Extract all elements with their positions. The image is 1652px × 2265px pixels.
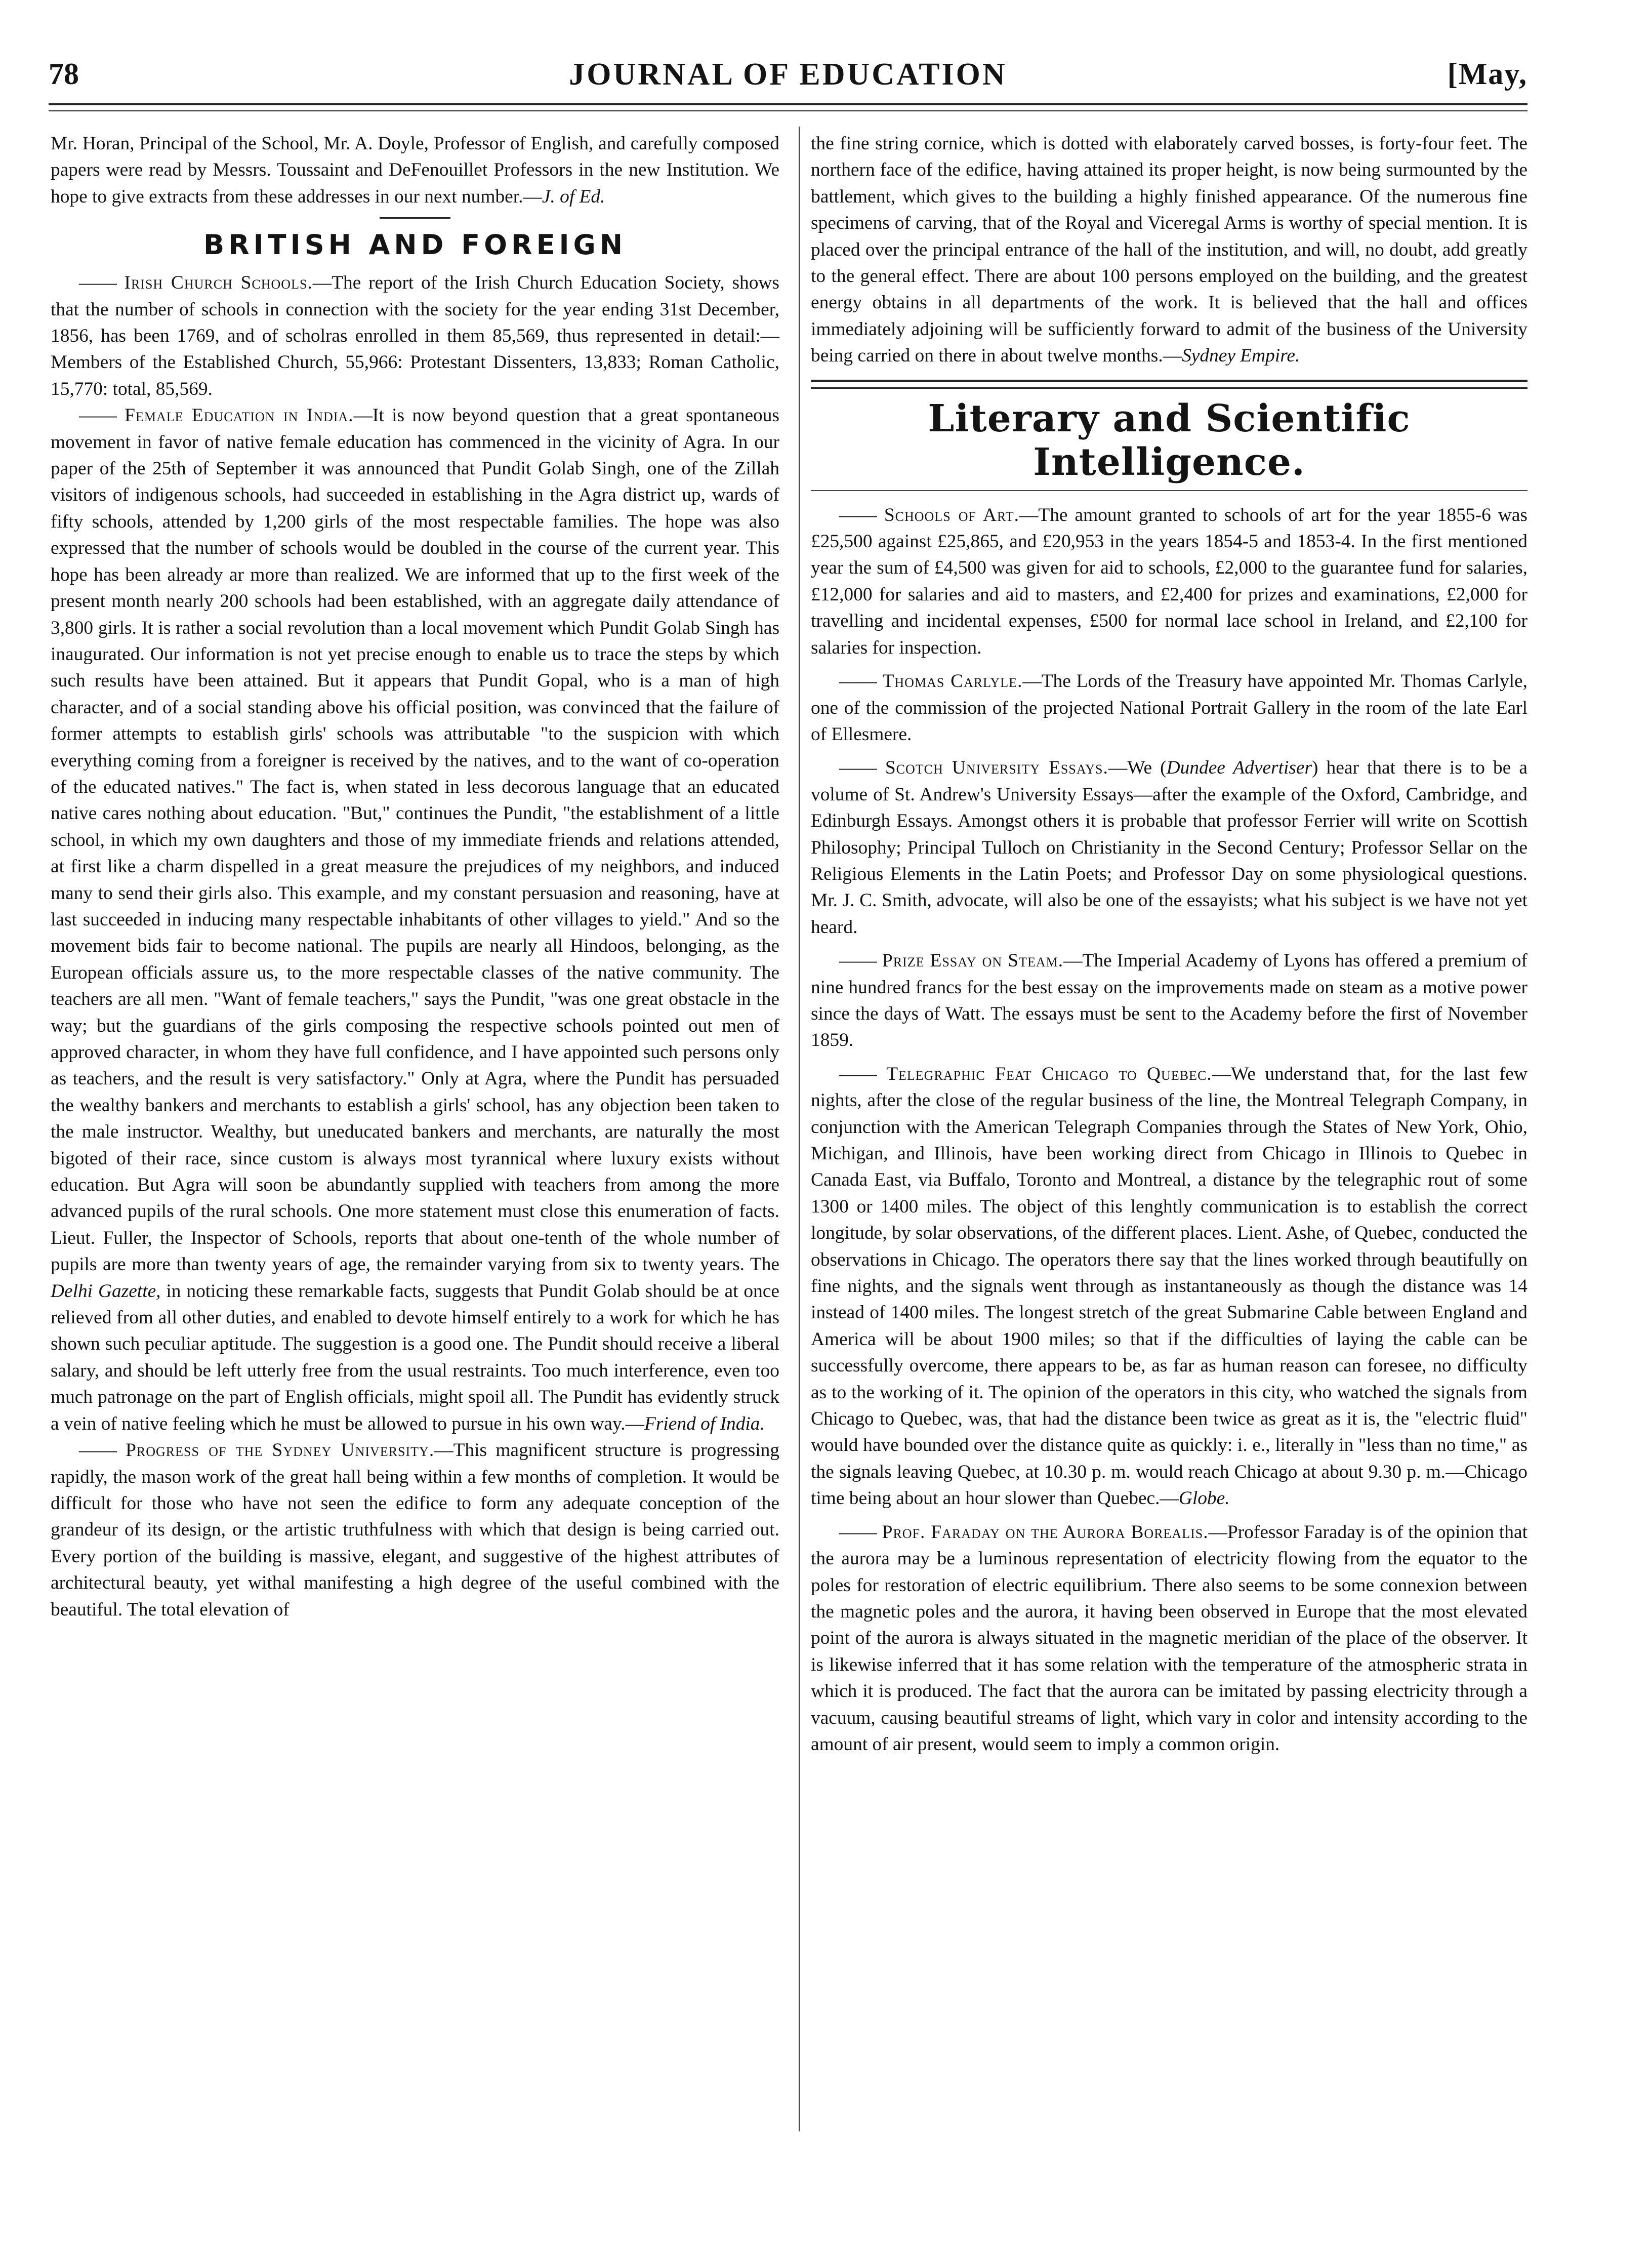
running-header [49, 57, 1527, 102]
article-schools-of-art: —— Schools of Art.—The amount granted to schools of art for the year 1855-6 was £25,500 against £25,865, and £20,953 in the years 1854-5 and 1853-4. In the first mentioned year the sum of £4,500 was given for aid to schools, £2,000 to the guarantee fund for salaries, £12,000 for salaries and aid to masters, and £2,400 for prizes and examinations, £2,000 for travelling and incidental expenses, £500 for normal lace school in Ireland, and £2,100 for salaries for inspection. [811, 504, 1527, 658]
article-title: Prof. Faraday on the Aurora Borealis. [882, 1521, 1209, 1543]
article-title: Female Education in India. [125, 405, 354, 426]
article-sydney-university: —— Progress of the Sydney University.—This magnificent structure is progressing rapidly, the mason work of the great hall being within a few months of completion. It would be difficult for those who have not seen the edifice to form any adequate conception of the grandeur of its design, or the artistic truthfulness with which that design is being carried out. Every portion of the building is massive, elegant, and suggestive of the highest attributes of architectural beauty, yet withal manifesting a high degree of the useful combined with the beautiful. The total elevation of [51, 1440, 779, 1620]
header-month: [May, [1447, 57, 1527, 91]
article-title: Prize Essay on Steam. [882, 950, 1064, 972]
article-prize-essay: —— Prize Essay on Steam.—The Imperial Academy of Lyons has offered a premium of nine hundred francs for the best essay on the improvements made on steam as a motive power since the days of Watt. The essays must be sent to the Academy before the first of November 1859. [811, 950, 1527, 1051]
article-telegraphic-feat: —— Telegraphic Feat Chicago to Quebec.—We understand that, for the last few nights, after the close of the regular business of the line, the Montreal Telegraph Company, in conjunction with the American Telegraph Companies through the States of New York, Ohio, Michigan, and Illinois, have been working direct from Chicago in Illinois to Quebec in Canada East, via Buffalo, Toronto and Montreal, a distance by the telegraphic rout of some 1300 or 1400 miles. The object of this lenghtly communication is to establish the correct longitude, by solar observations, of the different places. Lient. Ashe, of Quebec, conducted the observations in Chicago. The operators there say that the lines worked through beautifully on fine nights, and the signals went through as instantaneously as though the distance was 14 instead of 1400 miles. The longest stretch of the great Submarine Cable between England and America will be about 1900 miles; so that if the difficulties of laying the cable can be successfully overcome, there appears to be, as far as human reason can foresee, no difficulty as to the working of it. The opinion of the operators in this city, who watched the signals from Chicago to Quebec, was, that had the distance been twice as great as it is, the "electric fluid" would have bounded over the distance quite as quickly: i. e., literally in "less than no time," as the signals leaving Quebec, at 10.30 p. m. would reach Chicago at about 9.30 p. m.—Chicago time being about an hour slower than Quebec.—Globe. [811, 1063, 1527, 1509]
section-heading-literary-scientific: Literary and Scientific Intelligence. [928, 396, 1411, 484]
article-female-education: —— Female Education in India.—It is now beyond question that a great spontaneous movement in favor of native female education has commenced in the vicinity of Agra. In our paper of the 25th of September it was announced that Pundit Golab Singh, one of the Zillah visitors of indigenous schools, had succeeded in establishing in the Agra district up, wards of fifty schools, attended by 1,200 girls of the most respectable families. The hope was also expressed that the number of schools would be doubled in the course of the current year. This hope has been already ar more than realized. We are informed that up to the first week of the present month nearly 200 schools had been established, with an aggregate daily attendance of 3,800 girls. It is rather a social revolution than a local movement which Pundit Golab Singh has inaugurated. Our information is not yet precise enough to enable us to trace the steps by which such results have been attained. But it appears that Pundit Gopal, who is a man of high character, and of a social standing above his official position, was convinced that the failure of former attempts to establish girls' schools was attributable "to the suspicion with which everything coming from a foreigner is received by the natives, and to the want of co-operation of the educated natives." The fact is, when stated in less decorous language that an educated native cares nothing about education. "But," continues the Pundit, "the establishment of a little school, in which my own daughters and those of my immediate friends and relations attended, at first like a charm dispelled in a great measure the prejudices of my neighbors, and induced many to send their girls also. This example, and my constant persuasion and reasoning, have at last succeeded in inducing many respectable inhabitants of other villages to yield." And so the movement bids fair to become national. The pupils are nearly all Hindoos, belonging, as the European officials assure us, to the more respectable classes of the native community. The teachers are all men. "Want of female teachers," says the Pundit, "was one great obstacle in the way; but the guardians of the girls composing the respective schools pointed out men of approved character, in whom they have full confidence, and I have appointed such persons only as teachers, and the result is very satisfactory." Only at Agra, where the Pundit has persuaded the wealthy bankers and merchants to establish a girls' school, has any objection been taken to the male instructor. Wealthy, but uneducated bankers and merchants, are naturally the most bigoted of their race, since custom is always most tyrannical where luxury exists without education. But Agra will soon be abundantly supplied with teachers from among the more advanced pupils of the rural schools. One more statement must close this enumeration of facts. Lieut. Fuller, the Inspector of Schools, reports that about one-tenth of the whole number of pupils are more than twenty years of age, the remainder varying from six to twenty years. The Delhi Gazette, in noticing these remarkable facts, suggests that Pundit Golab should be at once relieved from all other duties, and enabled to devote himself entirely to a work for which he has shown such peculiar aptitude. The suggestion is a good one. The Pundit should receive a liberal salary, and should be left utterly free from the usual restraints. Too much interference, even too much patronage on the part of English officials, might spoil all. The Pundit has evidently struck a vein of native feeling which he must be allowed to pursue in his own way.—Friend of India. [51, 405, 780, 1434]
article-source: Sydney Empire. [1182, 345, 1300, 367]
section-heading-british-foreign: BRITISH AND FOREIGN [203, 229, 627, 261]
article-thomas-carlyle: —— Thomas Carlyle.—The Lords of the Treasury have appointed Mr. Thomas Carlyle, one of the commission of the projected National Portrait Gallery in the room of the late Earl of Ellesmere. [811, 671, 1527, 745]
sydney-continuation: the fine string cornice, which is dotted with elaborately carved bosses, is forty-four feet. The northern face of the edifice, having attained its proper height, is now being surmounted by the battlement, which gives to the building a highly finished appearance. Of the numerous fine specimens of carving, that of the Royal and Viceregal Arms is worthy of special mention. It is placed over the principal entrance of the hall of the institution, and will, no doubt, add greatly to the general effect. There are about 100 persons employed on the building, and the greatest energy obtains in all departments of the work. It is believed that the hall and offices immediately adjoining will be sufficiently forward to admit of the business of the University being carried on there in about twelve months.—Sydney Empire. [811, 133, 1527, 367]
article-faraday-aurora: —— Prof. Faraday on the Aurora Borealis.—Professor Faraday is of the opinion that the aurora may be a luminous representation of electricity flowing from the equator to the poles for restoration of electric equilibrium. There also seems to be some connexion between the magnetic poles and the aurora, it having been observed in Europe that the most elevated point of the aurora is always situated in the magnetic meridian of the place of the observer. It is likewise inferred that it has some relation with the temperature of the atmospheric strata in which it is produced. The fact that the aurora can be imitated by passing electricity through a vacuum, causing beautiful streams of light, which vary in color and intensity according to the amount of air present, would seem to imply a common origin. [811, 1521, 1527, 1755]
journal-title: JOURNAL OF EDUCATION [569, 57, 1007, 92]
article-title: Telegraphic Feat Chicago to Quebec. [886, 1063, 1212, 1084]
intro-source: J. of Ed. [542, 186, 605, 207]
article-title: Scotch University Essays. [885, 757, 1108, 779]
right-column [811, 131, 1527, 1758]
section-rule [811, 380, 1527, 389]
page-number: 78 [49, 57, 79, 91]
article-title: Schools of Art. [884, 504, 1019, 525]
header-rule [49, 103, 1527, 111]
article-title: Irish Church Schools. [124, 272, 313, 294]
article-source: Globe. [1178, 1488, 1230, 1509]
section-rule-thin [811, 490, 1527, 491]
article-title: Thomas Carlyle. [882, 671, 1023, 692]
article-irish-church-schools: —— Irish Church Schools.—The report of the Irish Church Education Society, shows that the number of schools in connection with the society for the year ending 31st December, 1856, has been 1769, and of scholras enrolled in them 85,569, thus represented in detail:—Members of the Established Church, 55,966: Protestant Dissenters, 13,833; Roman Catholic, 15,770: total, 85,569. [51, 272, 779, 399]
article-scotch-essays: —— Scotch University Essays.—We (Dundee Advertiser) hear that there is to be a volume of St. Andrew's University Essays—after the example of the Oxford, Cambridge, and Edinburgh Essays. Amongst others it is probable that professor Ferrier will write on Scottish Philosophy; Principal Tulloch on Christianity in the Second Century; Professor Sellar on the Religious Elements in the Latin Poets; and Professor Day on some physiological questions. Mr. J. C. Smith, advocate, will also be one of the essayists; what his subject is we have not yet heard. [811, 757, 1527, 938]
article-source: Friend of India. [644, 1413, 765, 1434]
column-divider [799, 127, 800, 2131]
article-title: Progress of the Sydney University. [126, 1440, 435, 1461]
separator-rule [380, 217, 450, 219]
left-column [51, 131, 779, 1623]
intro-paragraph: Mr. Horan, Principal of the School, Mr. A. Doyle, Professor of English, and carefully composed papers were read by Messrs. Toussaint and DeFenouillet Professors in the new Institution. We hope to give extracts from these addresses in our next number.—J. of Ed. [51, 133, 779, 207]
